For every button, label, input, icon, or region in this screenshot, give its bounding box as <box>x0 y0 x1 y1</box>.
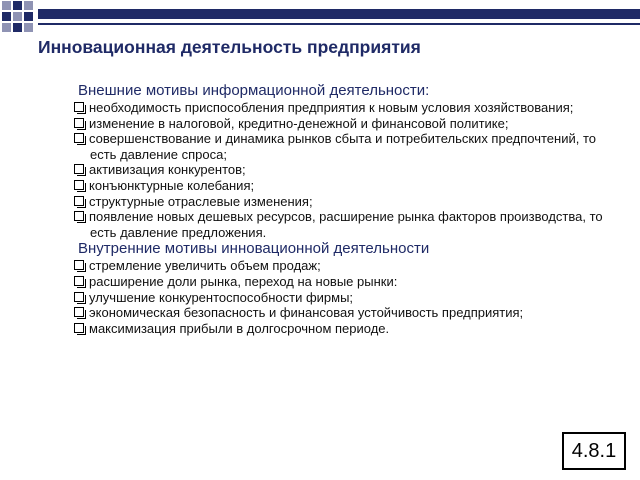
section-header-external: Внешние мотивы информационной деятельности: <box>78 82 430 99</box>
header-decoration <box>0 0 640 32</box>
checkbox-bullet-icon <box>74 260 85 271</box>
checkbox-bullet-icon <box>74 292 85 303</box>
list-item: совершенствование и динамика рынков сбыта и потребительских предпочтений, то есть давление спроса; <box>74 131 626 162</box>
decor-square <box>13 1 22 10</box>
list-item: экономическая безопасность и финансовая устойчивость предприятия; <box>74 305 626 321</box>
external-motives-list <box>58 100 626 240</box>
list-item: изменение в налоговой, кредитно-денежной и финансовой политике; <box>74 116 626 132</box>
list-item: структурные отраслевые изменения; <box>74 194 626 210</box>
decor-square <box>2 1 11 10</box>
header-bar <box>38 9 640 19</box>
checkbox-bullet-icon <box>74 118 85 129</box>
checkbox-bullet-icon <box>74 164 85 175</box>
decor-square <box>13 12 22 21</box>
list-item: расширение доли рынка, переход на новые рынки: <box>74 274 626 290</box>
header-rule <box>38 23 640 25</box>
slide-number-badge: 4.8.1 <box>562 432 626 470</box>
slide-content <box>62 82 626 336</box>
checkbox-bullet-icon <box>74 133 85 144</box>
slide-title: Инновационная деятельность предприятия <box>38 37 421 57</box>
checkbox-bullet-icon <box>74 196 85 207</box>
list-item: необходимость приспособления предприятия к новым условия хозяйствования; <box>74 100 626 116</box>
internal-motives-list <box>58 258 626 336</box>
decor-square <box>2 23 11 32</box>
list-item: появление новых дешевых ресурсов, расширение рынка факторов производства, то есть давление предложения. <box>74 209 626 240</box>
list-item: стремление увеличить объем продаж; <box>74 258 626 274</box>
checkbox-bullet-icon <box>74 180 85 191</box>
list-item: активизация конкурентов; <box>74 162 626 178</box>
checkbox-bullet-icon <box>74 211 85 222</box>
checkbox-bullet-icon <box>74 323 85 334</box>
decor-square <box>24 1 33 10</box>
checkbox-bullet-icon <box>74 307 85 318</box>
list-item: максимизация прибыли в долгосрочном периоде. <box>74 321 626 337</box>
checkbox-bullet-icon <box>74 102 85 113</box>
section-header-internal: Внутренние мотивы инновационной деятельности <box>78 240 430 258</box>
decor-square <box>13 23 22 32</box>
list-item: конъюнктурные колебания; <box>74 178 626 194</box>
decor-square <box>24 23 33 32</box>
list-item: улучшение конкурентоспособности фирмы; <box>74 290 626 306</box>
decor-square <box>24 12 33 21</box>
decor-square <box>2 12 11 21</box>
checkbox-bullet-icon <box>74 276 85 287</box>
